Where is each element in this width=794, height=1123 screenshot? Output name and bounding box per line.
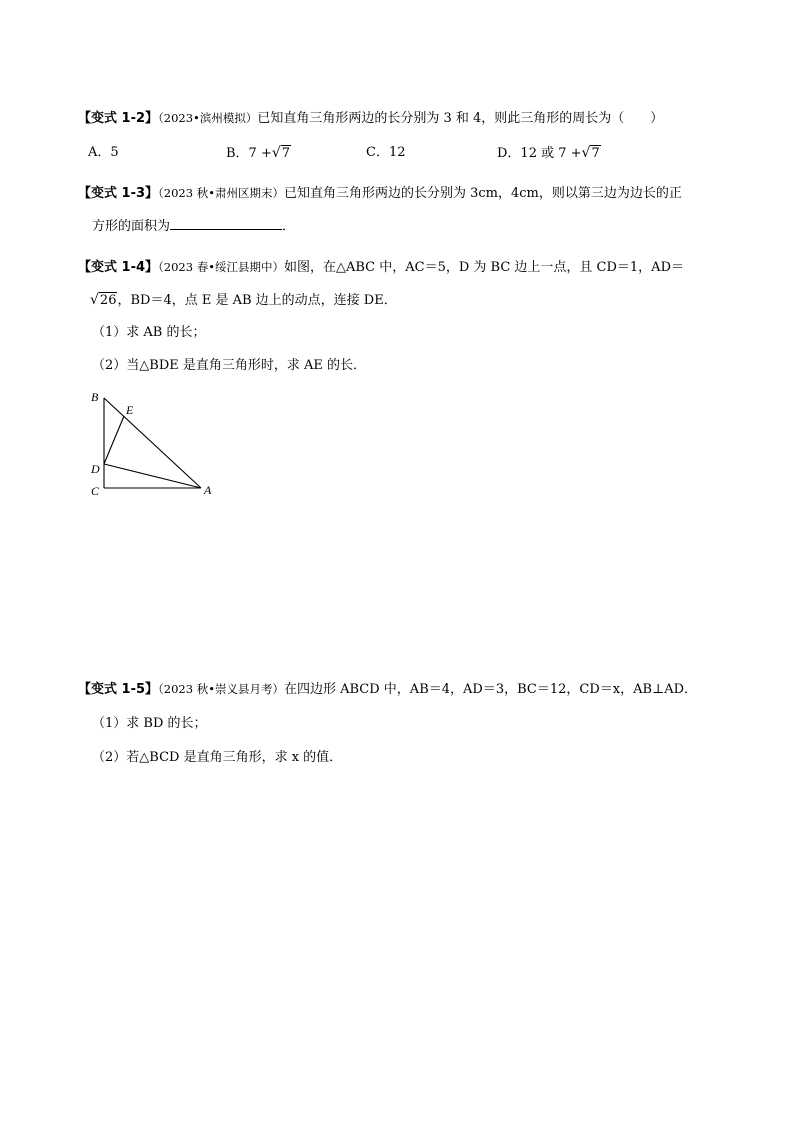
label-b: B: [91, 390, 99, 404]
question-text-end: ．: [282, 219, 296, 234]
question-1-3-line2: [92, 216, 295, 237]
question-1-4-stem: [78, 257, 684, 278]
question-text: 在四边形 ABCD 中，AB＝4，AD＝3，BC＝12，CD＝x，AB⊥AD．: [283, 682, 698, 697]
sqrt-radicand: 7: [281, 146, 291, 161]
question-1-3-stem: [78, 183, 682, 204]
option-a: A．5: [88, 145, 119, 160]
segment-ab: [104, 398, 201, 488]
sub-question-2: （2）若△BCD 是直角三角形，求 x 的值．: [92, 750, 343, 765]
question-1-4-line2: [90, 290, 397, 311]
question-text: 方形的面积为: [92, 219, 171, 234]
question-text: 已知直角三角形两边的长分别为 3 和 4，则此三角形的周长为（ ）: [257, 111, 664, 126]
triangle-figure: [84, 388, 224, 502]
question-tag: 【变式 1-5】: [78, 682, 159, 697]
sqrt-expression: √26: [90, 292, 117, 308]
sub-question-1: （1）求 BD 的长；: [92, 716, 207, 731]
question-text: ，BD＝4，点 E 是 AB 边上的动点，连接 DE．: [117, 293, 397, 308]
question-source: （2023 春•绥江县期中）: [158, 260, 284, 274]
answer-blank[interactable]: [170, 216, 282, 230]
sqrt-radicand: 26: [99, 293, 117, 308]
question-tag: 【变式 1-3】: [78, 186, 159, 201]
segment-da: [104, 464, 201, 488]
sqrt-radicand: 7: [591, 146, 600, 161]
question-1-2-stem: [78, 108, 663, 129]
question-1-5-stem: [78, 679, 697, 700]
question-text: 如图，在△ABC 中，AC＝5，D 为 BC 边上一点，且 CD＝1，AD＝: [283, 260, 684, 275]
question-source: （2023 秋•肃州区期末）: [158, 186, 284, 200]
question-text: 已知直角三角形两边的长分别为 3cm，4cm，则以第三边为边长的正: [283, 186, 682, 201]
option-d: [497, 143, 601, 164]
question-tag: 【变式 1-2】: [78, 111, 159, 126]
label-d: D: [91, 462, 100, 476]
option-c: C．12: [366, 145, 406, 160]
sub-question-2: （2）当△BDE 是直角三角形时，求 AE 的长．: [92, 358, 367, 373]
segment-de: [104, 416, 124, 464]
label-e: E: [126, 403, 134, 417]
question-source: （2023 秋•崇义县月考）: [158, 682, 284, 696]
option-b: [226, 143, 291, 164]
question-source: （2023•滨州模拟）: [158, 111, 258, 125]
sqrt-expression: √7: [271, 145, 291, 161]
label-a: A: [204, 483, 212, 497]
option-d-prefix: D．12 或 7 +: [497, 146, 582, 161]
label-c: C: [91, 484, 100, 498]
option-b-prefix: B．7 +: [226, 146, 272, 161]
sqrt-expression: √7: [581, 145, 600, 161]
sub-question-1: （1）求 AB 的长；: [92, 325, 206, 340]
question-tag: 【变式 1-4】: [78, 260, 159, 275]
